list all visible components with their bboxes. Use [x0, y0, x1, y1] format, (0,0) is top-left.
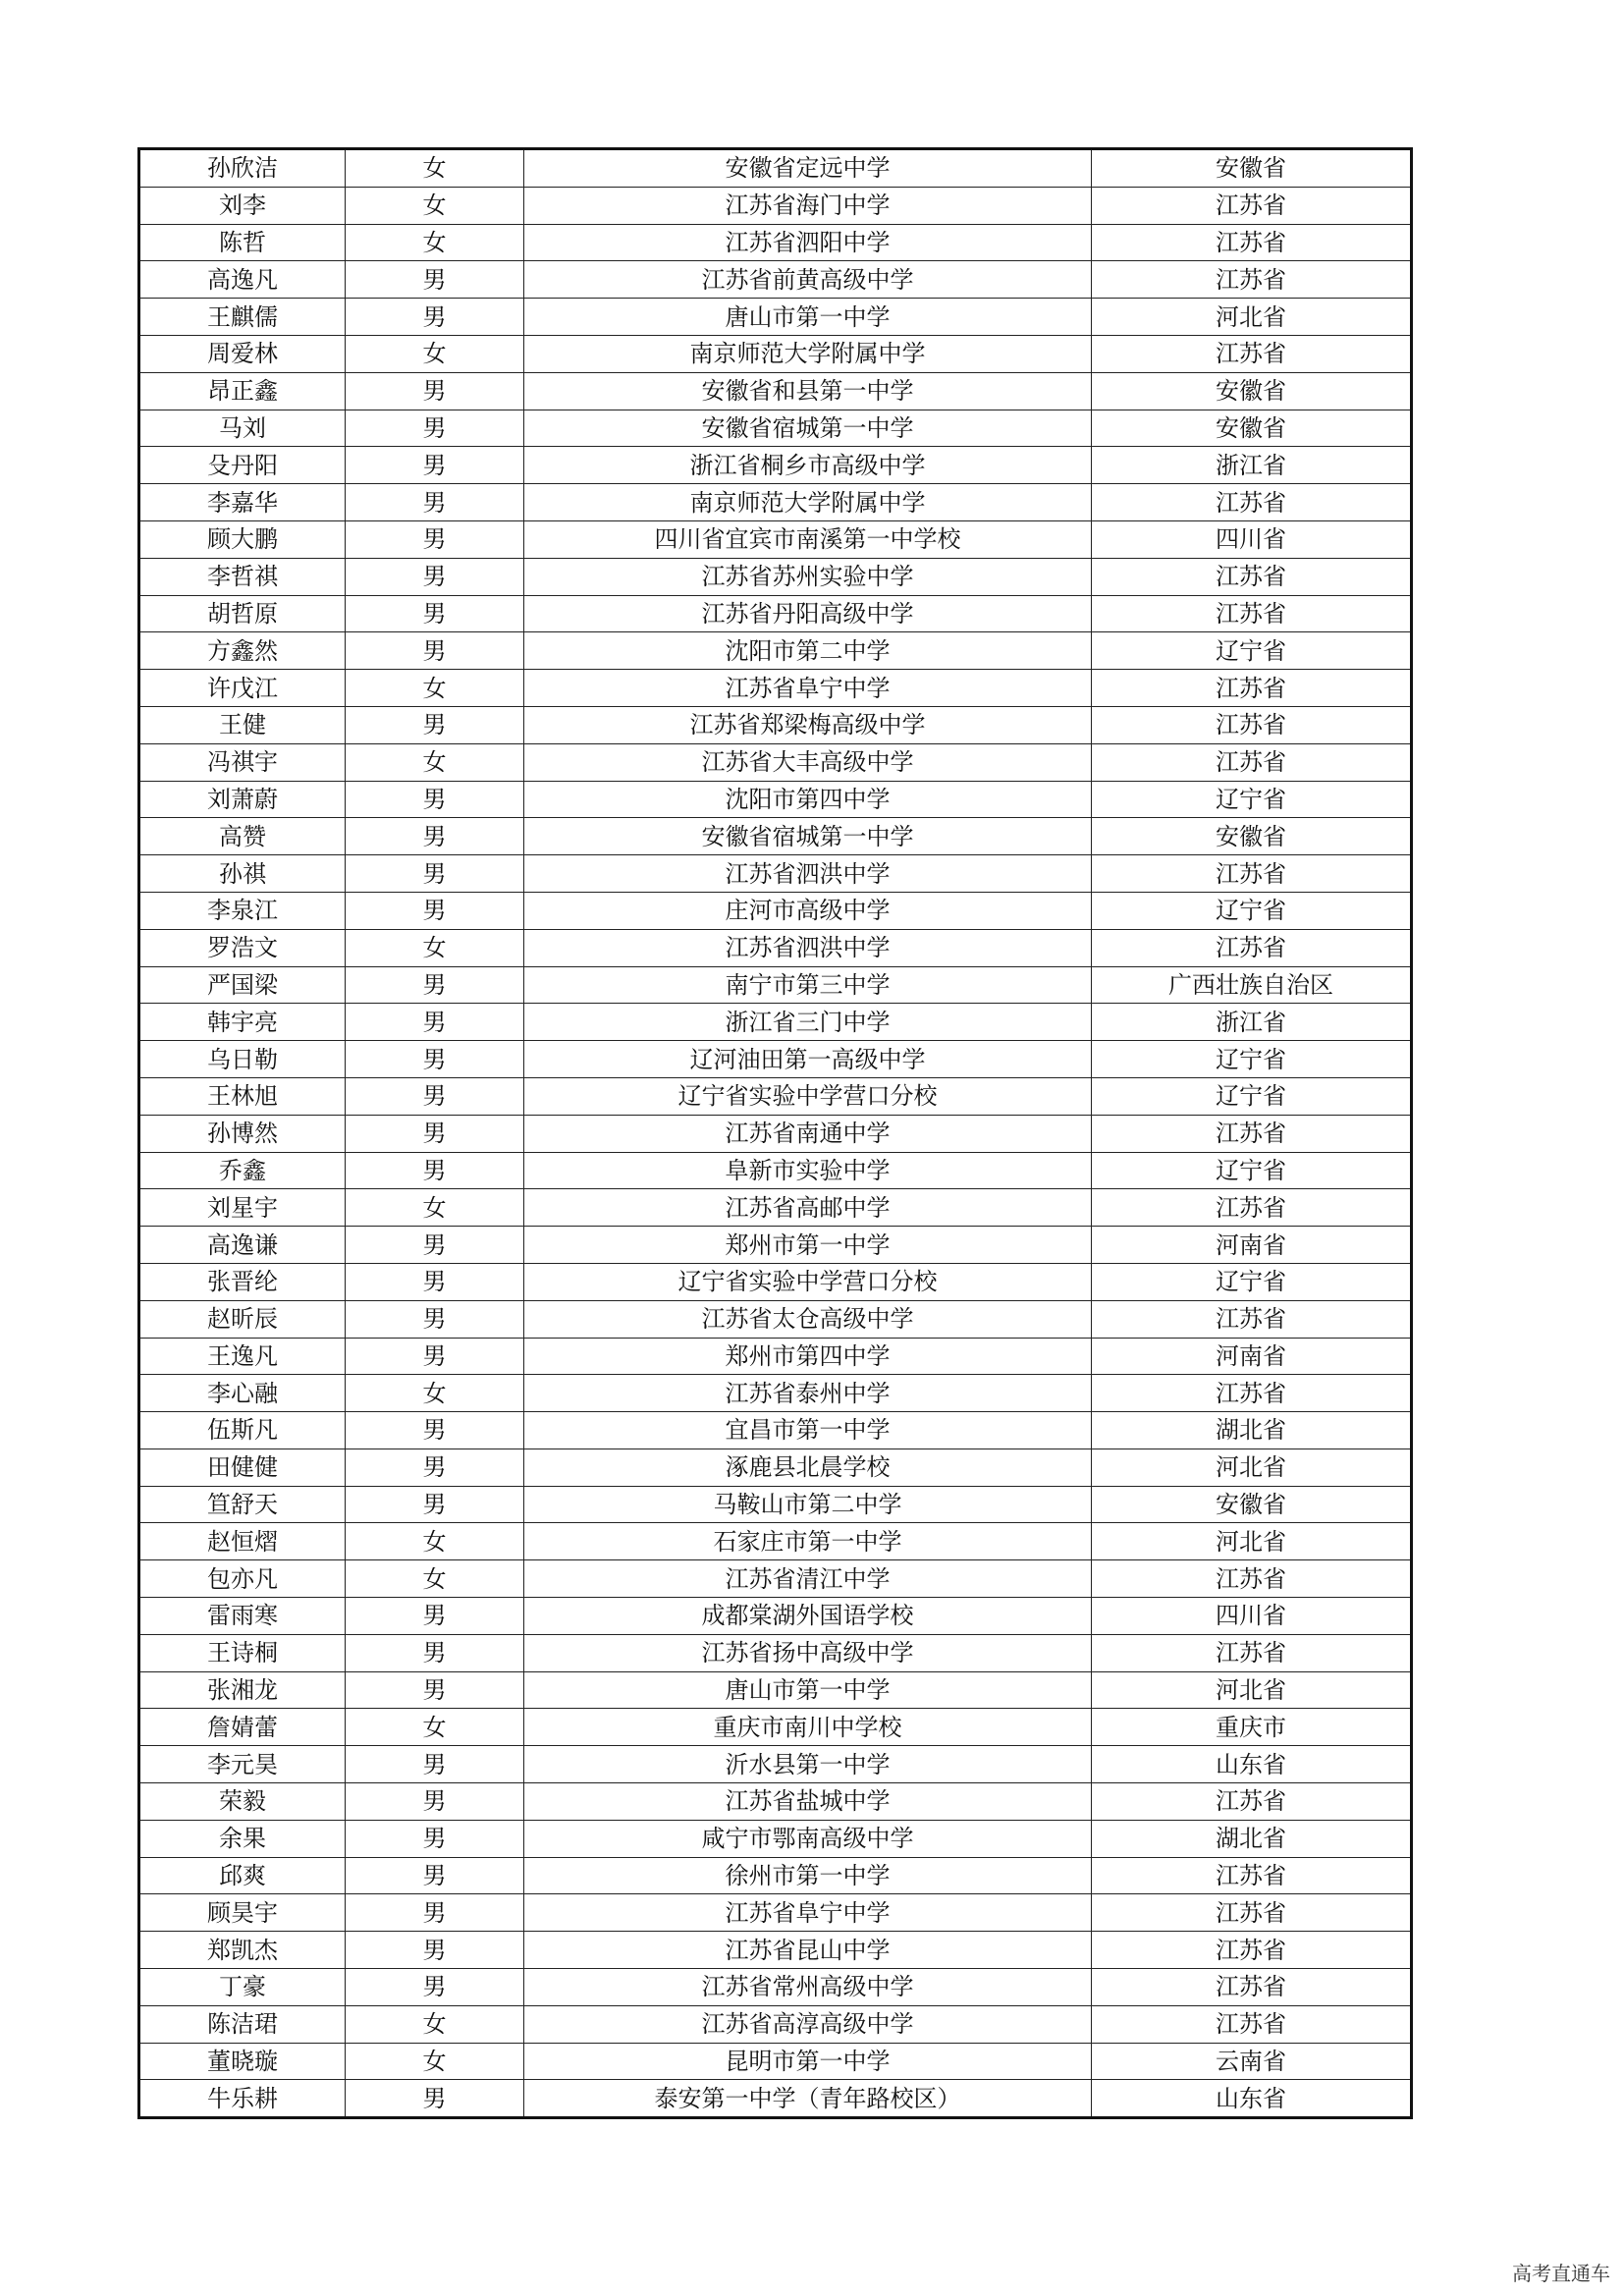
- school-cell: 辽河油田第一高级中学: [524, 1041, 1092, 1078]
- province-cell: 重庆市: [1092, 1709, 1412, 1746]
- gender-cell: 男: [346, 706, 524, 743]
- gender-cell: 男: [346, 1932, 524, 1969]
- school-cell: 浙江省三门中学: [524, 1004, 1092, 1041]
- school-cell: 江苏省盐城中学: [524, 1783, 1092, 1821]
- table-row: [139, 1634, 1412, 1671]
- name-cell: 刘李: [139, 187, 346, 224]
- table-row: [139, 558, 1412, 595]
- gender-cell: 男: [346, 781, 524, 818]
- student-roster-table: [137, 147, 1413, 2119]
- gender-cell: 男: [346, 1449, 524, 1486]
- school-cell: 南宁市第三中学: [524, 966, 1092, 1004]
- province-cell: 云南省: [1092, 2043, 1412, 2080]
- gender-cell: 女: [346, 1709, 524, 1746]
- gender-cell: 男: [346, 595, 524, 632]
- gender-cell: 男: [346, 1969, 524, 2006]
- school-cell: 南京师范大学附属中学: [524, 335, 1092, 372]
- name-cell: 陈哲: [139, 224, 346, 261]
- name-cell: 余果: [139, 1820, 346, 1857]
- gender-cell: 女: [346, 929, 524, 966]
- gender-cell: 男: [346, 1152, 524, 1189]
- school-cell: 宜昌市第一中学: [524, 1412, 1092, 1449]
- province-cell: 江苏省: [1092, 261, 1412, 299]
- gender-cell: 男: [346, 1820, 524, 1857]
- province-cell: 河南省: [1092, 1227, 1412, 1264]
- table-row: [139, 2080, 1412, 2118]
- province-cell: 江苏省: [1092, 1115, 1412, 1152]
- name-cell: 王麒儒: [139, 299, 346, 336]
- gender-cell: 男: [346, 372, 524, 410]
- province-cell: 江苏省: [1092, 1969, 1412, 2006]
- table-row: [139, 1115, 1412, 1152]
- name-cell: 孙祺: [139, 855, 346, 893]
- gender-cell: 女: [346, 149, 524, 188]
- gender-cell: 女: [346, 224, 524, 261]
- province-cell: 安徽省: [1092, 372, 1412, 410]
- province-cell: 江苏省: [1092, 706, 1412, 743]
- name-cell: 张湘龙: [139, 1671, 346, 1709]
- school-cell: 安徽省宿城第一中学: [524, 818, 1092, 855]
- name-cell: 李嘉华: [139, 484, 346, 521]
- table-row: [139, 1746, 1412, 1783]
- table-row: [139, 335, 1412, 372]
- school-cell: 唐山市第一中学: [524, 1671, 1092, 1709]
- table-row: [139, 595, 1412, 632]
- table-row: [139, 1449, 1412, 1486]
- name-cell: 乔鑫: [139, 1152, 346, 1189]
- name-cell: 王诗桐: [139, 1634, 346, 1671]
- table-row: [139, 1338, 1412, 1375]
- province-cell: 江苏省: [1092, 743, 1412, 781]
- name-cell: 雷雨寒: [139, 1598, 346, 1635]
- gender-cell: 女: [346, 743, 524, 781]
- school-cell: 石家庄市第一中学: [524, 1523, 1092, 1560]
- name-cell: 邱爽: [139, 1857, 346, 1894]
- province-cell: 江苏省: [1092, 1894, 1412, 1932]
- name-cell: 胡哲原: [139, 595, 346, 632]
- province-cell: 河南省: [1092, 1338, 1412, 1375]
- school-cell: 江苏省南通中学: [524, 1115, 1092, 1152]
- school-cell: 沂水县第一中学: [524, 1746, 1092, 1783]
- school-cell: 咸宁市鄂南高级中学: [524, 1820, 1092, 1857]
- province-cell: 四川省: [1092, 520, 1412, 558]
- name-cell: 詹婧蕾: [139, 1709, 346, 1746]
- province-cell: 安徽省: [1092, 410, 1412, 447]
- name-cell: 丁豪: [139, 1969, 346, 2006]
- school-cell: 江苏省常州高级中学: [524, 1969, 1092, 2006]
- school-cell: 江苏省泗洪中学: [524, 855, 1092, 893]
- province-cell: 湖北省: [1092, 1820, 1412, 1857]
- province-cell: 江苏省: [1092, 1783, 1412, 1821]
- school-cell: 江苏省前黄高级中学: [524, 261, 1092, 299]
- table-row: [139, 1263, 1412, 1300]
- table-row: [139, 855, 1412, 893]
- gender-cell: 男: [346, 1746, 524, 1783]
- school-cell: 四川省宜宾市南溪第一中学校: [524, 520, 1092, 558]
- school-cell: 马鞍山市第二中学: [524, 1486, 1092, 1523]
- gender-cell: 女: [346, 2043, 524, 2080]
- table-row: [139, 1857, 1412, 1894]
- table-row: [139, 261, 1412, 299]
- name-cell: 赵恒熠: [139, 1523, 346, 1560]
- name-cell: 牛乐耕: [139, 2080, 346, 2118]
- province-cell: 江苏省: [1092, 670, 1412, 707]
- name-cell: 严国梁: [139, 966, 346, 1004]
- table-row: [139, 781, 1412, 818]
- province-cell: 江苏省: [1092, 484, 1412, 521]
- gender-cell: 女: [346, 2005, 524, 2043]
- school-cell: 沈阳市第四中学: [524, 781, 1092, 818]
- name-cell: 张晋纶: [139, 1263, 346, 1300]
- province-cell: 江苏省: [1092, 224, 1412, 261]
- school-cell: 泰安第一中学（青年路校区）: [524, 2080, 1092, 2118]
- table-row: [139, 966, 1412, 1004]
- gender-cell: 女: [346, 335, 524, 372]
- school-cell: 徐州市第一中学: [524, 1857, 1092, 1894]
- table-row: [139, 892, 1412, 929]
- table-row: [139, 1523, 1412, 1560]
- name-cell: 许戊江: [139, 670, 346, 707]
- school-cell: 唐山市第一中学: [524, 299, 1092, 336]
- gender-cell: 男: [346, 1263, 524, 1300]
- province-cell: 辽宁省: [1092, 781, 1412, 818]
- table-row: [139, 1227, 1412, 1264]
- table-row: [139, 1041, 1412, 1078]
- table-row: [139, 149, 1412, 188]
- gender-cell: 男: [346, 855, 524, 893]
- school-cell: 江苏省泰州中学: [524, 1375, 1092, 1412]
- province-cell: 江苏省: [1092, 1300, 1412, 1338]
- school-cell: 江苏省高淳高级中学: [524, 2005, 1092, 2043]
- name-cell: 韩宇亮: [139, 1004, 346, 1041]
- name-cell: 田健健: [139, 1449, 346, 1486]
- name-cell: 高逸谦: [139, 1227, 346, 1264]
- province-cell: 江苏省: [1092, 1560, 1412, 1598]
- province-cell: 安徽省: [1092, 149, 1412, 188]
- province-cell: 江苏省: [1092, 1932, 1412, 1969]
- province-cell: 江苏省: [1092, 855, 1412, 893]
- province-cell: 辽宁省: [1092, 1041, 1412, 1078]
- table-row: [139, 1932, 1412, 1969]
- gender-cell: 男: [346, 299, 524, 336]
- province-cell: 江苏省: [1092, 595, 1412, 632]
- school-cell: 浙江省桐乡市高级中学: [524, 447, 1092, 484]
- province-cell: 浙江省: [1092, 447, 1412, 484]
- school-cell: 安徽省定远中学: [524, 149, 1092, 188]
- gender-cell: 男: [346, 1671, 524, 1709]
- table-row: [139, 187, 1412, 224]
- school-cell: 江苏省苏州实验中学: [524, 558, 1092, 595]
- province-cell: 辽宁省: [1092, 1077, 1412, 1115]
- gender-cell: 男: [346, 1041, 524, 1078]
- gender-cell: 女: [346, 670, 524, 707]
- table-row: [139, 1820, 1412, 1857]
- gender-cell: 男: [346, 1338, 524, 1375]
- name-cell: 伍斯凡: [139, 1412, 346, 1449]
- table-row: [139, 1189, 1412, 1227]
- name-cell: 殳丹阳: [139, 447, 346, 484]
- name-cell: 王逸凡: [139, 1338, 346, 1375]
- province-cell: 河北省: [1092, 1449, 1412, 1486]
- gender-cell: 男: [346, 632, 524, 670]
- name-cell: 李元昊: [139, 1746, 346, 1783]
- gender-cell: 男: [346, 1412, 524, 1449]
- table-row: [139, 818, 1412, 855]
- province-cell: 河北省: [1092, 1671, 1412, 1709]
- table-row: [139, 706, 1412, 743]
- table-row: [139, 1486, 1412, 1523]
- gender-cell: 男: [346, 1598, 524, 1635]
- province-cell: 辽宁省: [1092, 1152, 1412, 1189]
- school-cell: 江苏省海门中学: [524, 187, 1092, 224]
- table-row: [139, 1709, 1412, 1746]
- gender-cell: 女: [346, 1560, 524, 1598]
- school-cell: 江苏省泗阳中学: [524, 224, 1092, 261]
- province-cell: 辽宁省: [1092, 892, 1412, 929]
- province-cell: 江苏省: [1092, 335, 1412, 372]
- name-cell: 顾昊宇: [139, 1894, 346, 1932]
- name-cell: 王健: [139, 706, 346, 743]
- gender-cell: 男: [346, 484, 524, 521]
- name-cell: 昂正鑫: [139, 372, 346, 410]
- province-cell: 浙江省: [1092, 1004, 1412, 1041]
- name-cell: 孙欣洁: [139, 149, 346, 188]
- gender-cell: 男: [346, 410, 524, 447]
- gender-cell: 男: [346, 818, 524, 855]
- table-row: [139, 1077, 1412, 1115]
- school-cell: 江苏省高邮中学: [524, 1189, 1092, 1227]
- province-cell: 河北省: [1092, 299, 1412, 336]
- province-cell: 河北省: [1092, 1523, 1412, 1560]
- table-row: [139, 1783, 1412, 1821]
- school-cell: 江苏省阜宁中学: [524, 1894, 1092, 1932]
- table-row: [139, 1598, 1412, 1635]
- province-cell: 广西壮族自治区: [1092, 966, 1412, 1004]
- province-cell: 江苏省: [1092, 2005, 1412, 2043]
- gender-cell: 男: [346, 1004, 524, 1041]
- table-row: [139, 1300, 1412, 1338]
- school-cell: 辽宁省实验中学营口分校: [524, 1077, 1092, 1115]
- name-cell: 笪舒天: [139, 1486, 346, 1523]
- school-cell: 辽宁省实验中学营口分校: [524, 1263, 1092, 1300]
- school-cell: 南京师范大学附属中学: [524, 484, 1092, 521]
- gender-cell: 男: [346, 2080, 524, 2118]
- province-cell: 山东省: [1092, 2080, 1412, 2118]
- school-cell: 重庆市南川中学校: [524, 1709, 1092, 1746]
- province-cell: 江苏省: [1092, 1189, 1412, 1227]
- name-cell: 刘萧蔚: [139, 781, 346, 818]
- school-cell: 江苏省扬中高级中学: [524, 1634, 1092, 1671]
- name-cell: 马刘: [139, 410, 346, 447]
- name-cell: 王林旭: [139, 1077, 346, 1115]
- school-cell: 郑州市第一中学: [524, 1227, 1092, 1264]
- gender-cell: 男: [346, 892, 524, 929]
- province-cell: 江苏省: [1092, 1634, 1412, 1671]
- table-row: [139, 1412, 1412, 1449]
- name-cell: 荣毅: [139, 1783, 346, 1821]
- name-cell: 陈洁珺: [139, 2005, 346, 2043]
- table-row: [139, 1004, 1412, 1041]
- school-cell: 昆明市第一中学: [524, 2043, 1092, 2080]
- gender-cell: 女: [346, 1375, 524, 1412]
- school-cell: 江苏省大丰高级中学: [524, 743, 1092, 781]
- gender-cell: 女: [346, 1523, 524, 1560]
- name-cell: 郑凯杰: [139, 1932, 346, 1969]
- name-cell: 董晓璇: [139, 2043, 346, 2080]
- table-row: [139, 484, 1412, 521]
- name-cell: 罗浩文: [139, 929, 346, 966]
- province-cell: 辽宁省: [1092, 632, 1412, 670]
- gender-cell: 男: [346, 1115, 524, 1152]
- table-row: [139, 1894, 1412, 1932]
- school-cell: 江苏省丹阳高级中学: [524, 595, 1092, 632]
- province-cell: 江苏省: [1092, 558, 1412, 595]
- school-cell: 沈阳市第二中学: [524, 632, 1092, 670]
- table-row: [139, 1671, 1412, 1709]
- table-row: [139, 372, 1412, 410]
- name-cell: 李心融: [139, 1375, 346, 1412]
- table-row: [139, 632, 1412, 670]
- watermark-text: 高考直通车: [1512, 2262, 1610, 2285]
- province-cell: 山东省: [1092, 1746, 1412, 1783]
- gender-cell: 女: [346, 1189, 524, 1227]
- school-cell: 安徽省宿城第一中学: [524, 410, 1092, 447]
- table-row: [139, 743, 1412, 781]
- province-cell: 安徽省: [1092, 1486, 1412, 1523]
- table-row: [139, 1375, 1412, 1412]
- name-cell: 高逸凡: [139, 261, 346, 299]
- gender-cell: 男: [346, 1486, 524, 1523]
- school-cell: 江苏省太仓高级中学: [524, 1300, 1092, 1338]
- gender-cell: 男: [346, 1783, 524, 1821]
- school-cell: 江苏省昆山中学: [524, 1932, 1092, 1969]
- gender-cell: 男: [346, 1894, 524, 1932]
- gender-cell: 男: [346, 261, 524, 299]
- gender-cell: 男: [346, 520, 524, 558]
- table-row: [139, 2043, 1412, 2080]
- school-cell: 郑州市第四中学: [524, 1338, 1092, 1375]
- province-cell: 四川省: [1092, 1598, 1412, 1635]
- school-cell: 江苏省郑梁梅高级中学: [524, 706, 1092, 743]
- province-cell: 江苏省: [1092, 929, 1412, 966]
- table-row: [139, 410, 1412, 447]
- name-cell: 李哲祺: [139, 558, 346, 595]
- table-row: [139, 224, 1412, 261]
- gender-cell: 男: [346, 1227, 524, 1264]
- gender-cell: 男: [346, 1857, 524, 1894]
- table-row: [139, 1560, 1412, 1598]
- school-cell: 涿鹿县北晨学校: [524, 1449, 1092, 1486]
- province-cell: 辽宁省: [1092, 1263, 1412, 1300]
- table-row: [139, 670, 1412, 707]
- gender-cell: 男: [346, 1300, 524, 1338]
- name-cell: 方鑫然: [139, 632, 346, 670]
- province-cell: 江苏省: [1092, 187, 1412, 224]
- province-cell: 江苏省: [1092, 1857, 1412, 1894]
- name-cell: 乌日勒: [139, 1041, 346, 1078]
- name-cell: 高赞: [139, 818, 346, 855]
- name-cell: 赵昕辰: [139, 1300, 346, 1338]
- school-cell: 成都棠湖外国语学校: [524, 1598, 1092, 1635]
- name-cell: 包亦凡: [139, 1560, 346, 1598]
- name-cell: 李泉江: [139, 892, 346, 929]
- province-cell: 江苏省: [1092, 1375, 1412, 1412]
- province-cell: 安徽省: [1092, 818, 1412, 855]
- gender-cell: 男: [346, 966, 524, 1004]
- school-cell: 阜新市实验中学: [524, 1152, 1092, 1189]
- school-cell: 安徽省和县第一中学: [524, 372, 1092, 410]
- roster-body: [139, 149, 1412, 2118]
- table-row: [139, 929, 1412, 966]
- table-row: [139, 1152, 1412, 1189]
- school-cell: 庄河市高级中学: [524, 892, 1092, 929]
- table-row: [139, 447, 1412, 484]
- province-cell: 湖北省: [1092, 1412, 1412, 1449]
- name-cell: 刘星宇: [139, 1189, 346, 1227]
- gender-cell: 男: [346, 1077, 524, 1115]
- school-cell: 江苏省清江中学: [524, 1560, 1092, 1598]
- school-cell: 江苏省泗洪中学: [524, 929, 1092, 966]
- name-cell: 冯祺宇: [139, 743, 346, 781]
- table-row: [139, 299, 1412, 336]
- name-cell: 周爱林: [139, 335, 346, 372]
- table-row: [139, 520, 1412, 558]
- table-row: [139, 2005, 1412, 2043]
- name-cell: 孙博然: [139, 1115, 346, 1152]
- gender-cell: 男: [346, 1634, 524, 1671]
- name-cell: 顾大鹏: [139, 520, 346, 558]
- gender-cell: 男: [346, 447, 524, 484]
- school-cell: 江苏省阜宁中学: [524, 670, 1092, 707]
- gender-cell: 男: [346, 558, 524, 595]
- gender-cell: 女: [346, 187, 524, 224]
- table-row: [139, 1969, 1412, 2006]
